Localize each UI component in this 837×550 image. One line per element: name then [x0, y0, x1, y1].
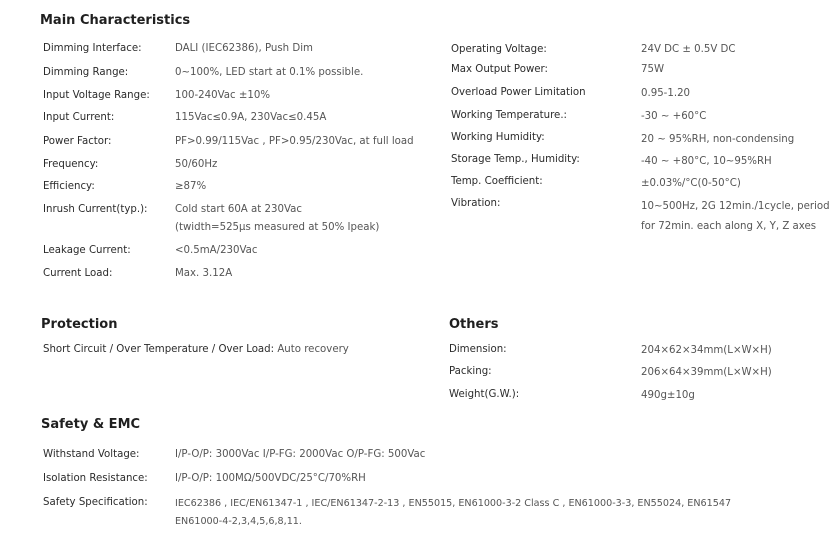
temp-coefficient-label: Temp. Coefficient: — [451, 176, 543, 187]
max-output-power-label: Max Output Power: — [451, 64, 548, 75]
safety-specification-value-line2: EN61000-4-2,3,4,5,6,8,11. — [175, 516, 302, 527]
input-current-label: Input Current: — [43, 112, 115, 123]
operating-voltage-label: Operating Voltage: — [451, 44, 547, 55]
protection-row — [43, 342, 349, 358]
weight-value: 490g±10g — [641, 390, 695, 401]
vibration-label: Vibration: — [451, 198, 501, 209]
leakage-current-value: <0.5mA/230Vac — [175, 245, 258, 256]
dimension-value: 204×62×34mm(L×W×H) — [641, 345, 772, 356]
storage-temp-value: -40 ~ +80°C, 10~95%RH — [641, 156, 772, 167]
inrush-current-label: Inrush Current(typ.): — [43, 204, 148, 215]
input-current-value: 115Vac≤0.9A, 230Vac≤0.45A — [175, 112, 327, 123]
input-voltage-range-label: Input Voltage Range: — [43, 90, 150, 101]
safety-specification-label: Safety Specification: — [43, 497, 148, 508]
max-output-power-value: 75W — [641, 64, 665, 75]
vibration-value-line2: for 72min. each along X, Y, Z axes — [641, 221, 817, 232]
dimming-interface-label: Dimming Interface: — [43, 43, 142, 54]
protection-value: Auto recovery — [277, 344, 349, 355]
isolation-resistance-value: I/P-O/P: 100MΩ/500VDC/25°C/70%RH — [175, 473, 366, 484]
power-factor-label: Power Factor: — [43, 136, 112, 147]
dimming-range-value: 0~100%, LED start at 0.1% possible. — [175, 67, 364, 78]
efficiency-label: Efficiency: — [43, 181, 95, 192]
power-factor-value: PF>0.99/115Vac , PF>0.95/230Vac, at full load — [175, 136, 414, 147]
storage-temp-label: Storage Temp., Humidity: — [451, 154, 580, 165]
protection-label: Short Circuit / Over Temperature / Over Load: — [43, 344, 275, 355]
inrush-current-value: Cold start 60A at 230Vac — [175, 204, 302, 215]
working-humidity-value: 20 ~ 95%RH, non-condensing — [641, 134, 795, 145]
dimming-range-label: Dimming Range: — [43, 67, 129, 78]
dimension-label: Dimension: — [449, 344, 507, 355]
frequency-label: Frequency: — [43, 159, 99, 170]
working-temperature-label: Working Temperature.: — [451, 110, 567, 121]
safety-specification-value: IEC62386 , IEC/EN61347-1 , IEC/EN61347-2-13 , EN55015, EN61000-3-2 Class C , EN61000-3-3, EN55024, EN61547 — [175, 498, 732, 509]
operating-voltage-value: 24V DC ± 0.5V DC — [641, 44, 736, 55]
inrush-current-value-line2: (twidth=525μs measured at 50% Ipeak) — [175, 222, 380, 233]
safety-emc-heading: Safety & EMC — [41, 417, 141, 432]
isolation-resistance-label: Isolation Resistance: — [43, 473, 148, 484]
protection-heading: Protection — [41, 317, 118, 332]
withstand-voltage-value: I/P-O/P: 3000Vac I/P-FG: 2000Vac O/P-FG: 500Vac — [175, 449, 426, 460]
packing-label: Packing: — [449, 366, 492, 377]
leakage-current-label: Leakage Current: — [43, 245, 131, 256]
efficiency-value: ≥87% — [175, 181, 207, 192]
working-temperature-value: -30 ~ +60°C — [641, 111, 707, 122]
weight-label: Weight(G.W.): — [449, 389, 520, 400]
frequency-value: 50/60Hz — [175, 159, 218, 170]
main-characteristics-heading: Main Characteristics — [40, 13, 191, 28]
dimming-interface-value: DALI (IEC62386), Push Dim — [175, 43, 313, 54]
overload-power-limitation-value: 0.95-1.20 — [641, 88, 691, 99]
current-load-label: Current Load: — [43, 268, 113, 279]
current-load-value: Max. 3.12A — [175, 268, 233, 279]
withstand-voltage-label: Withstand Voltage: — [43, 449, 140, 460]
temp-coefficient-value: ±0.03%/°C(0-50°C) — [641, 178, 741, 189]
packing-value: 206×64×39mm(L×W×H) — [641, 367, 772, 378]
others-heading: Others — [449, 317, 499, 332]
vibration-value: 10~500Hz, 2G 12min./1cycle, period — [641, 201, 830, 212]
input-voltage-range-value: 100-240Vac ±10% — [175, 90, 271, 101]
working-humidity-label: Working Humidity: — [451, 132, 545, 143]
overload-power-limitation-label: Overload Power Limitation — [451, 87, 586, 98]
